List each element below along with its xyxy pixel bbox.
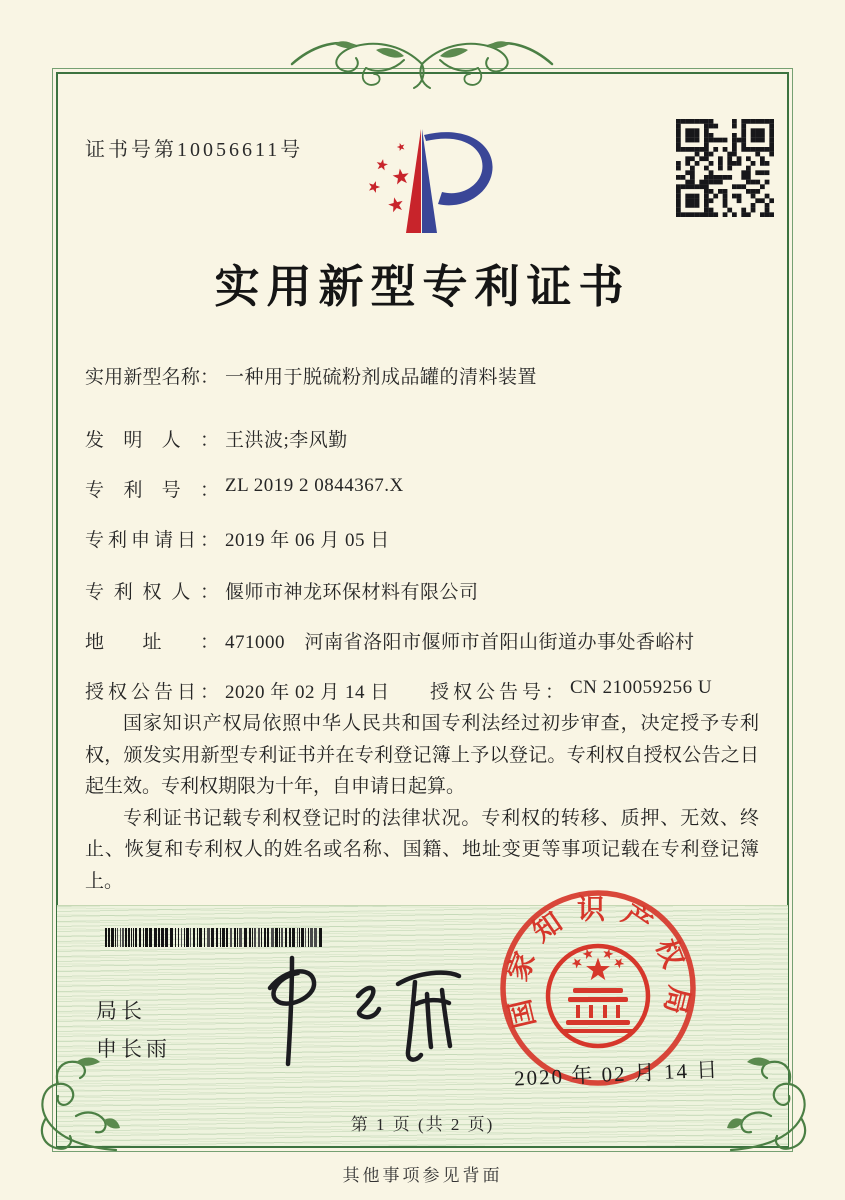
footer-note: 其他事项参见背面 — [342, 1166, 503, 1185]
field-value: 王洪波;李风勤 — [225, 430, 348, 451]
field-label: 专利权人： — [85, 582, 219, 603]
barcode — [105, 928, 325, 947]
field-value: ZL 2019 2 0844367.X — [225, 475, 404, 496]
field-row-invention-name — [85, 362, 760, 389]
field-row-patentee — [85, 577, 760, 604]
seal-date: 2020 年 02 月 14 日 — [513, 1057, 720, 1091]
field-label: 授权公告号： — [430, 682, 564, 703]
legal-paragraph: 国家知识产权局依照中华人民共和国专利法经过初步审查，决定授予专利权，颁发实用新型专利证书并在专利登记簿上予以登记。专利权自授权公告之日起生效。专利权期限为十年，自申请日起算。 — [85, 713, 759, 797]
page-number: 第 1 页 (共 2 页) — [350, 1115, 495, 1134]
qr-code — [676, 119, 774, 217]
legal-text — [85, 708, 759, 897]
field-label: 实用新型名称： — [85, 367, 219, 388]
scrollwork-ornament-icon — [290, 34, 554, 96]
corner-flourish-icon — [727, 1056, 819, 1154]
field-value: 2019 年 06 月 05 日 — [225, 530, 390, 551]
certificate-title: 实用新型专利证书 — [214, 262, 631, 312]
officer-name: 申长雨 — [96, 1037, 171, 1061]
field-row-inventor — [85, 425, 760, 452]
grant-number-group — [430, 677, 712, 704]
field-value: 一种用于脱硫粉剂成品罐的清料装置 — [225, 367, 538, 388]
field-value: 471000 河南省洛阳市偃师市首阳山街道办事处香峪村 — [225, 632, 695, 653]
field-row-filing-date — [85, 525, 760, 552]
corner-flourish-icon — [28, 1056, 120, 1154]
legal-paragraph: 专利证书记载专利权登记时的法律状况。专利权的转移、质押、无效、终止、恢复和专利权人的姓名或名称、国籍、地址变更等事项记载在专利登记簿上。 — [85, 807, 759, 892]
field-label: 地址： — [85, 632, 219, 653]
cnipa-logo-icon — [344, 126, 516, 240]
field-row-patent-number — [85, 475, 760, 502]
field-label: 发明人： — [85, 430, 219, 451]
field-label: 专利申请日： — [85, 530, 219, 551]
signature — [228, 952, 468, 1070]
field-value: CN 210059256 U — [570, 677, 713, 698]
field-row-grant — [85, 677, 760, 704]
field-row-address — [85, 627, 760, 654]
field-value: 偃师市神龙环保材料有限公司 — [225, 582, 479, 603]
field-label: 授权公告日： — [85, 682, 219, 703]
field-label: 专利号： — [85, 480, 219, 501]
seal-text: 国家知识产权局 — [501, 894, 695, 1031]
national-emblem-icon — [548, 946, 648, 1046]
certificate-number: 证书号第10056611号 — [85, 139, 304, 161]
field-value: 2020 年 02 月 14 日 — [225, 682, 390, 703]
officer-title: 局长 — [96, 999, 146, 1023]
